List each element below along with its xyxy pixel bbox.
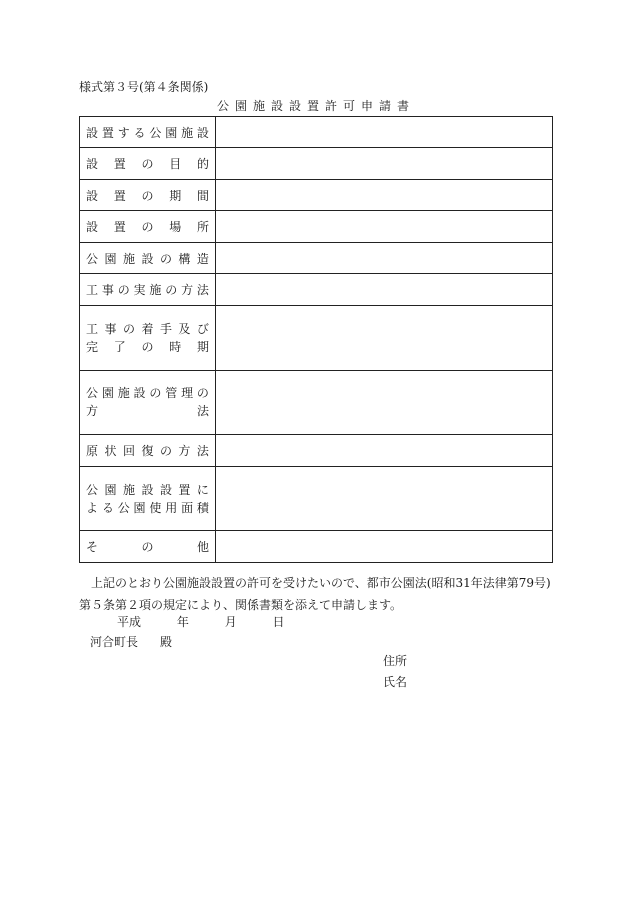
label-char: る [101,500,114,515]
form-row [80,370,553,435]
label-char: よ [86,500,99,515]
row-value-field[interactable] [216,179,553,210]
form-row [80,211,553,242]
row-label-line [86,481,209,499]
form-row [80,148,553,179]
label-char: 状 [104,443,117,458]
label-char: 設 [159,482,172,497]
label-char: 場 [169,220,182,235]
application-date [117,613,305,630]
label-char: 期 [196,339,209,354]
label-char: 設 [86,188,99,203]
row-label-line [86,338,209,356]
row-label-line [86,384,209,402]
label-char: の [122,321,135,336]
declaration-line-2: 第５条第２項の規定により、関係書類を添えて申請します。 [79,598,403,612]
label-char: 園 [104,251,117,266]
date-era: 平成 [117,615,142,629]
row-label [80,242,216,273]
form-title: 公園施設設置許可申請書 [216,99,415,113]
label-char: 他 [196,540,209,555]
label-char: 原 [86,443,99,458]
row-label-line [86,250,209,267]
addressee [90,633,194,650]
row-label [80,435,216,466]
label-char: 設 [141,482,154,497]
label-char: 公 [117,500,130,515]
label-char: 復 [141,443,154,458]
label-char: 園 [133,500,146,515]
label-char: 回 [122,443,135,458]
row-label-line [86,320,209,338]
application-table [79,116,553,563]
label-char: 置 [101,125,114,140]
label-char: 所 [196,220,209,235]
row-value-field[interactable] [216,117,553,148]
row-label-line [86,442,209,459]
label-char: 事 [104,321,117,336]
row-label [80,305,216,370]
label-char: 公 [149,125,162,140]
label-char: の [141,220,154,235]
declaration-text [79,572,554,616]
form-row [80,274,553,305]
label-char: 使 [149,500,162,515]
label-char: 造 [196,251,209,266]
row-label [80,274,216,305]
row-label [80,117,216,148]
label-char: 方 [178,443,191,458]
label-char: の [141,339,154,354]
row-label [80,466,216,531]
row-label-line [86,155,209,172]
label-char: 及 [178,321,191,336]
date-day: 日 [272,615,285,629]
label-char: の [165,283,178,298]
row-label-line [86,218,209,235]
label-char: 了 [113,339,126,354]
form-row [80,117,553,148]
row-label-line [86,499,209,517]
label-char: 面 [181,500,194,515]
label-char: 工 [86,283,99,298]
row-value-field[interactable] [216,466,553,531]
label-char: 間 [196,188,209,203]
label-char: 公 [86,251,99,266]
row-label-line [86,124,209,141]
label-char: に [196,482,209,497]
label-char: の [141,157,154,172]
label-char: る [133,125,146,140]
addressee-name: 河合町長 [90,635,139,649]
label-char: 設 [86,157,99,172]
label-char: 設 [141,251,154,266]
label-char: 的 [196,157,209,172]
label-char: の [141,540,154,555]
label-char: 手 [159,321,172,336]
row-label [80,370,216,435]
label-char: 園 [101,386,114,401]
row-value-field[interactable] [216,148,553,179]
label-char: 着 [141,321,154,336]
label-char: 園 [165,125,178,140]
row-label-line [86,281,209,298]
label-char: 施 [149,283,162,298]
label-char: 公 [86,386,99,401]
declaration-line-1: 上記のとおり公園施設設置の許可を受けたいので、都市公園法(昭和31年法律第79号) [91,576,551,590]
row-label-line [86,187,209,204]
form-number: 様式第３号(第４条関係) [79,80,209,94]
row-label [80,531,216,563]
label-char: 設 [86,125,99,140]
label-char: 置 [113,157,126,172]
label-char: 法 [196,283,209,298]
label-char: の [117,283,130,298]
label-char: 構 [178,251,191,266]
row-value-field[interactable] [216,211,553,242]
form-row [80,435,553,466]
label-char: 管 [165,386,178,401]
label-char: 設 [86,220,99,235]
label-char: 実 [133,283,146,298]
label-char: の [159,251,172,266]
label-char: 設 [196,125,209,140]
form-row [80,305,553,370]
form-row [80,179,553,210]
row-label [80,179,216,210]
date-year: 年 [176,615,189,629]
label-char: 法 [196,443,209,458]
label-char: そ [86,540,99,555]
label-char: 理 [181,386,194,401]
label-char: 公 [86,482,99,497]
label-char: 施 [181,125,194,140]
label-char: 置 [113,220,126,235]
form-row [80,242,553,273]
label-char: 時 [169,339,182,354]
row-label-line [86,402,209,420]
addressee-honorific: 殿 [160,635,173,649]
row-value-field[interactable] [216,305,553,370]
label-char: の [159,443,172,458]
label-char: び [196,321,209,336]
row-value-field[interactable] [216,435,553,466]
label-char: の [149,386,162,401]
row-value-field[interactable] [216,274,553,305]
row-value-field[interactable] [216,242,553,273]
row-label [80,211,216,242]
row-value-field[interactable] [216,531,553,563]
applicant-address-label: 住所 [383,654,408,668]
label-char: す [117,125,130,140]
label-char: 工 [86,321,99,336]
label-char: 園 [104,482,117,497]
row-value-field[interactable] [216,370,553,435]
label-char: 期 [169,188,182,203]
label-char: 事 [101,283,114,298]
applicant-name-label: 氏名 [383,675,408,689]
row-label-line [86,538,209,555]
label-char: 設 [133,386,146,401]
label-char: 施 [122,251,135,266]
date-month: 月 [224,615,237,629]
form-row [80,531,553,563]
label-char: 積 [196,500,209,515]
label-char: 方 [86,404,99,419]
label-char: の [196,386,209,401]
label-char: 完 [86,339,99,354]
label-char: 用 [165,500,178,515]
label-char: 施 [122,482,135,497]
label-char: 方 [181,283,194,298]
label-char: 施 [117,386,130,401]
label-char: の [141,188,154,203]
label-char: 置 [178,482,191,497]
form-row [80,466,553,531]
label-char: 法 [196,404,209,419]
row-label [80,148,216,179]
label-char: 置 [113,188,126,203]
label-char: 目 [169,157,182,172]
